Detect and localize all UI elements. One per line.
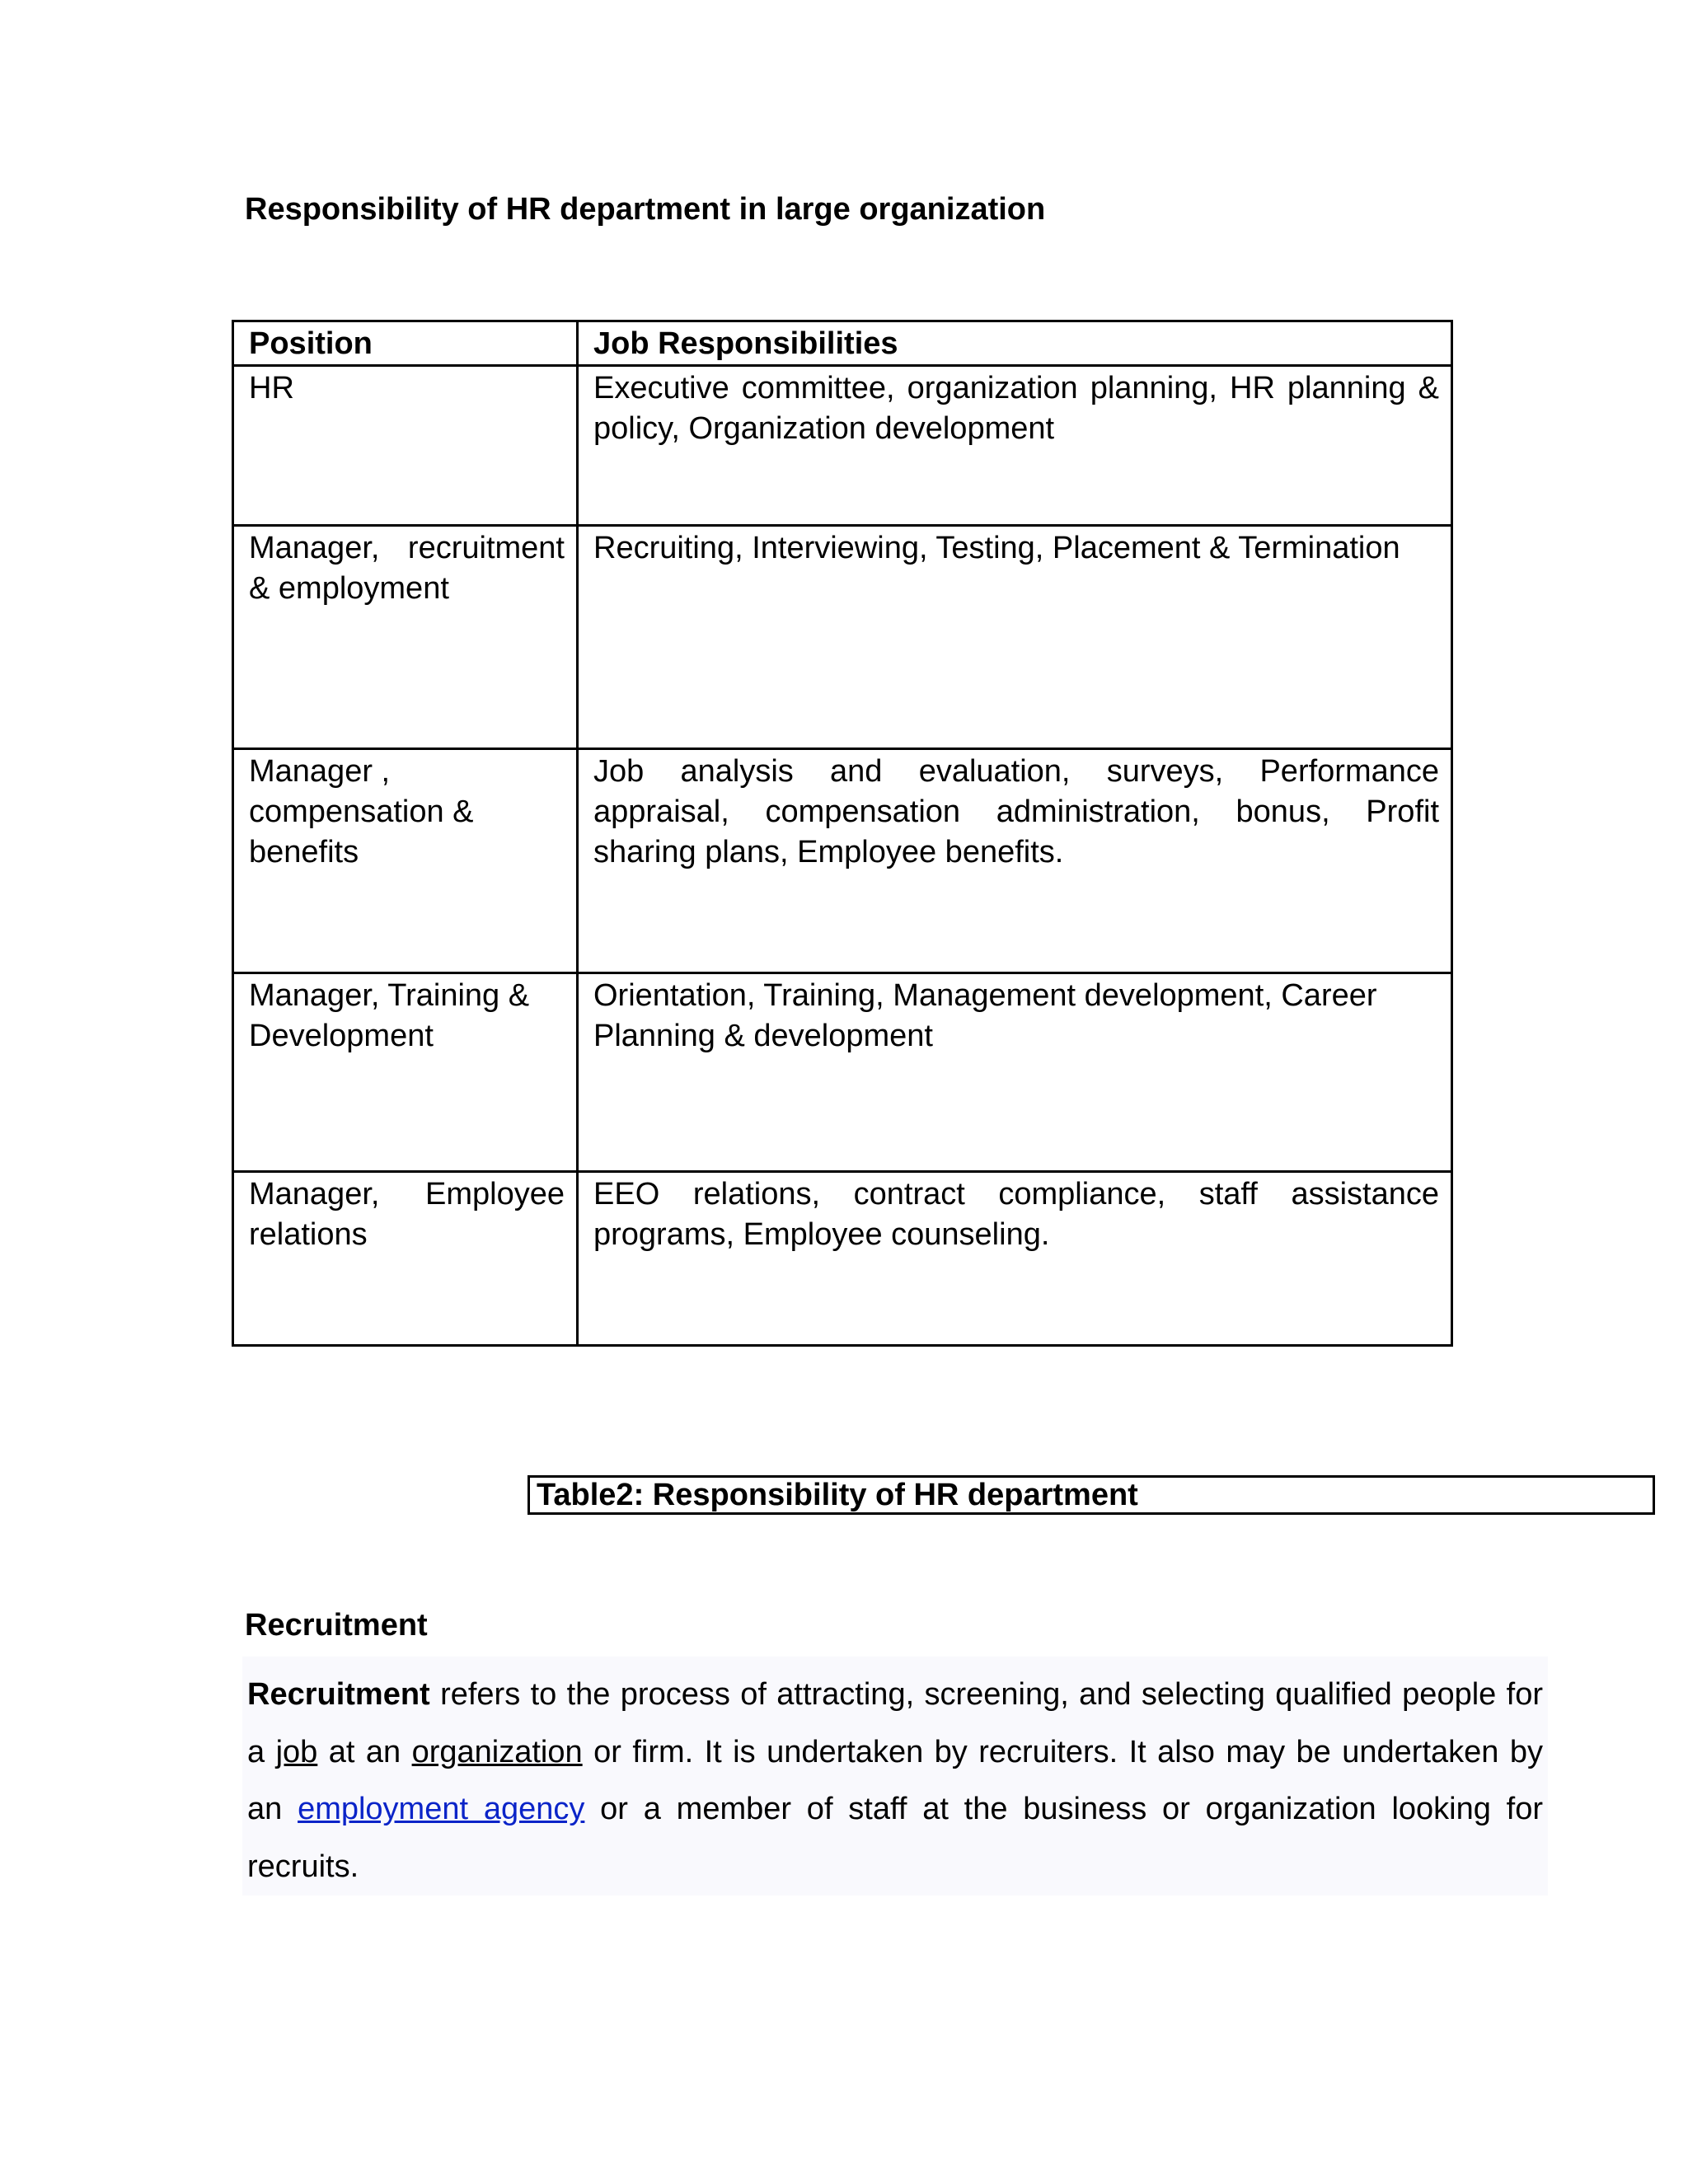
- hr-responsibility-table: [232, 320, 1453, 1347]
- paragraph-text: at an: [317, 1734, 412, 1769]
- table-row: [233, 526, 1452, 749]
- position-cell: HR: [233, 366, 578, 526]
- responsibilities-cell: EEO relations, contract compliance, staff assistance programs, Employee counseling.: [578, 1172, 1452, 1346]
- table-header-row: [233, 321, 1452, 366]
- position-cell: Manager , compensation & benefits: [233, 749, 578, 973]
- recruitment-paragraph-block: [242, 1657, 1548, 1896]
- employment-agency-link[interactable]: employment agency: [298, 1792, 585, 1826]
- recruitment-paragraph: [242, 1657, 1548, 1896]
- position-cell: Manager, Employee relations: [233, 1172, 578, 1346]
- table-row: [233, 1172, 1452, 1346]
- position-cell: Manager, Training & Development: [233, 973, 578, 1172]
- section-heading: Recruitment: [245, 1608, 428, 1643]
- table-row: [233, 973, 1452, 1172]
- table-row: [233, 749, 1452, 973]
- position-cell: Manager, recruitment & employment: [233, 526, 578, 749]
- paragraph-text: or a member of staff at the business or organization looking for recruits.: [247, 1792, 1544, 1884]
- table-caption: Table2: Responsibility of HR department: [528, 1475, 1655, 1515]
- table-row: [233, 366, 1452, 526]
- responsibilities-cell: Job analysis and evaluation, surveys, Performance appraisal, compensation administration, bonus, Profit sharing plans, Employee benefits.: [578, 749, 1452, 973]
- job-link[interactable]: job: [275, 1734, 318, 1769]
- column-header-position: Position: [233, 321, 578, 366]
- organization-link[interactable]: organization: [411, 1734, 583, 1769]
- paragraph-text: or firm. It is undertaken by recruiters. It also may be undertaken by an: [247, 1734, 1543, 1826]
- responsibilities-cell: Executive committee, organization planning, HR planning & policy, Organization development: [578, 366, 1452, 526]
- paragraph-text: refers to the process of attracting, screening, and selecting qualified people for a: [247, 1677, 1543, 1769]
- page-title: Responsibility of HR department in large organization: [245, 192, 1046, 227]
- responsibilities-cell: Orientation, Training, Management development, Career Planning & development: [578, 973, 1452, 1172]
- column-header-job-responsibilities: Job Responsibilities: [578, 321, 1452, 366]
- recruitment-term: Recruitment: [247, 1677, 430, 1712]
- responsibilities-cell: Recruiting, Interviewing, Testing, Placement & Termination: [578, 526, 1452, 749]
